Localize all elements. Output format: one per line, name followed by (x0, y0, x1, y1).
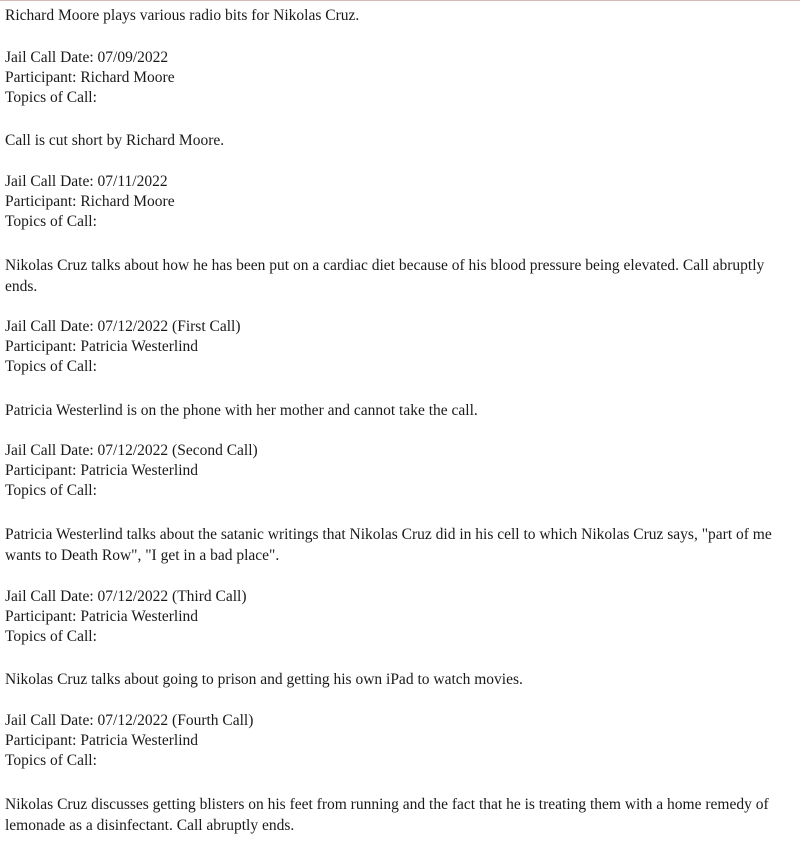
call-summary: Nikolas Cruz talks about going to prison and getting his own iPad to watch movies. (5, 671, 523, 688)
call-summary: Nikolas Cruz discusses getting blisters on his feet from running and the fact that he is treating them with a home remedy of lemonade as a disinfectant. Call abruptly ends. (5, 796, 769, 834)
call-date: Jail Call Date: 07/12/2022 (First Call) (5, 318, 241, 335)
call-date: Jail Call Date: 07/12/2022 (Fourth Call) (5, 712, 254, 729)
call-summary: Patricia Westerlind is on the phone with her mother and cannot take the call. (5, 402, 478, 419)
call-topics-label: Topics of Call: (5, 628, 97, 645)
call-topics-label: Topics of Call: (5, 89, 97, 106)
call-topics-label: Topics of Call: (5, 213, 97, 230)
call-topics-label: Topics of Call: (5, 482, 97, 499)
call-summary: Call is cut short by Richard Moore. (5, 132, 225, 149)
call-summary: Nikolas Cruz talks about how he has been put on a cardiac diet because of his blood pressure being elevated. Call abruptly ends. (5, 257, 765, 295)
call-participant: Participant: Patricia Westerlind (5, 462, 199, 479)
call-participant: Participant: Richard Moore (5, 193, 175, 210)
call-date: Jail Call Date: 07/12/2022 (Third Call) (5, 588, 247, 605)
call-topics-label: Topics of Call: (5, 752, 97, 769)
intro-text: Richard Moore plays various radio bits for Nikolas Cruz. (5, 7, 360, 24)
call-date: Jail Call Date: 07/11/2022 (5, 173, 168, 190)
call-participant: Participant: Patricia Westerlind (5, 338, 199, 355)
call-participant: Participant: Patricia Westerlind (5, 608, 199, 625)
call-participant: Participant: Patricia Westerlind (5, 732, 199, 749)
page-top-edge (0, 0, 800, 1)
call-date: Jail Call Date: 07/09/2022 (5, 49, 169, 66)
call-summary: Patricia Westerlind talks about the satanic writings that Nikolas Cruz did in his cell to which Nikolas Cruz says, "part of me wants to Death Row", "I get in a bad place". (5, 526, 772, 564)
call-date: Jail Call Date: 07/12/2022 (Second Call) (5, 442, 258, 459)
call-topics-label: Topics of Call: (5, 358, 97, 375)
call-participant: Participant: Richard Moore (5, 69, 175, 86)
